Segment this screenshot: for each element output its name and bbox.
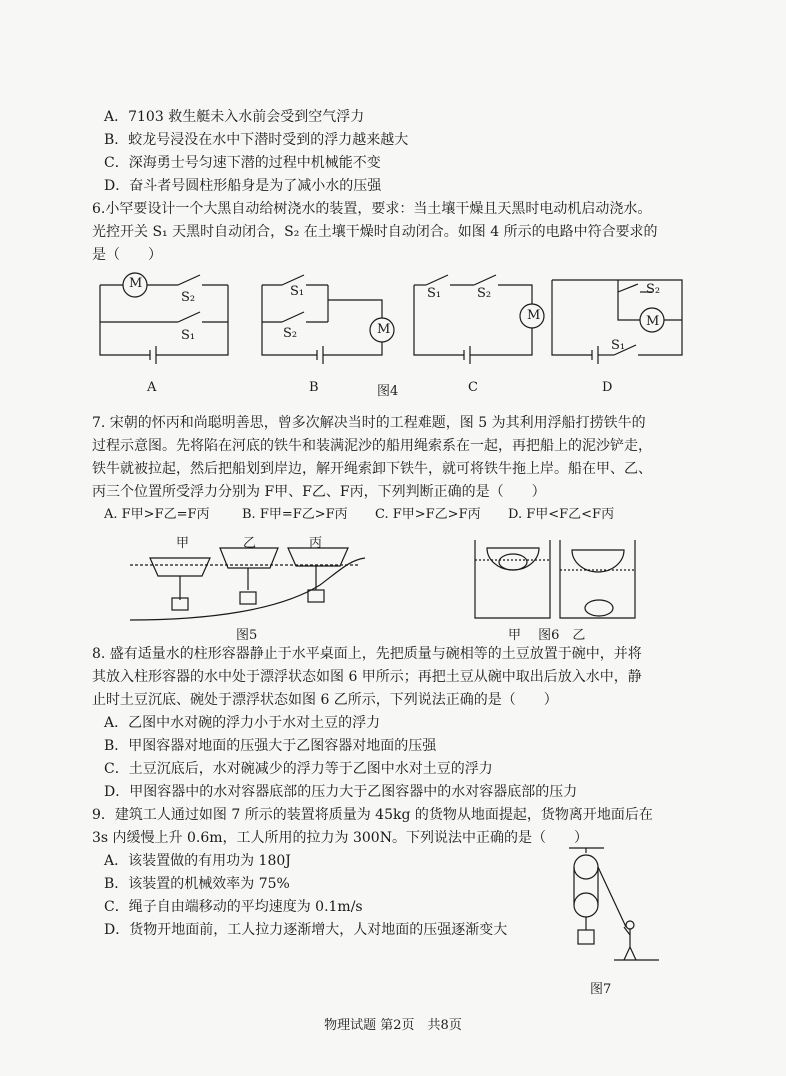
q7-text-line-1: 7. 宋朝的怀丙和尚聪明善思，曾多次解决当时的工程难题，图 5 为其利用浮船打捞铁牛的 bbox=[92, 415, 646, 431]
figure-5-caption: 图5 bbox=[236, 628, 258, 643]
circuit-b-s1-label: S₁ bbox=[290, 284, 305, 299]
q9-option-a: A．该装置做的有用功为 180J bbox=[104, 853, 291, 869]
figure-6-caption: 甲 图6 乙 bbox=[508, 628, 586, 643]
q7-option-b: B. F甲=F乙>F丙 bbox=[242, 507, 348, 522]
q9-option-c: C．绳子自由端移动的平均速度为 0.1m/s bbox=[104, 899, 363, 915]
circuit-a-s2-label: S₂ bbox=[181, 290, 196, 305]
q5-option-a: A．7103 救生艇未入水前会受到空气浮力 bbox=[104, 109, 365, 125]
circuit-d-motor-label: M bbox=[646, 314, 660, 329]
q6-text-line-1: 6.小罕要设计一个大黑自动给树浇水的装置，要求：当土壤干燥且天黑时电动机启动浇水。 bbox=[92, 201, 652, 217]
circuit-a-label: A bbox=[147, 380, 157, 395]
q8-option-a: A．乙图中水对碗的浮力小于水对土豆的浮力 bbox=[104, 715, 381, 731]
q6-text-line-2: 光控开关 S₁ 天黑时自动闭合，S₂ 在土壤干燥时自动闭合。如图 4 所示的电路中符合要求的 bbox=[92, 224, 658, 240]
q5-option-b: B．蛟龙号浸没在水中下潜时受到的浮力越来越大 bbox=[104, 132, 409, 148]
circuit-a-s1-label: S₁ bbox=[181, 328, 196, 343]
circuit-c-label: C bbox=[468, 380, 478, 395]
fig5-boat-jia-label: 甲 bbox=[176, 536, 190, 551]
circuit-a-motor-label: M bbox=[129, 276, 143, 291]
figure-7-diagram bbox=[564, 845, 664, 970]
q7-text-line-2: 过程示意图。先将陷在河底的铁牛和装满泥沙的船用绳索系在一起，再把船上的泥沙铲走， bbox=[92, 438, 652, 454]
circuit-d-label: D bbox=[602, 380, 613, 395]
fig5-boat-yi-label: 乙 bbox=[243, 536, 257, 551]
q7-option-d: D. F甲<F乙<F丙 bbox=[508, 507, 615, 522]
q5-option-d: D．奋斗者号圆柱形船身是为了减小水的压强 bbox=[104, 178, 382, 194]
q5-option-c: C．深海勇士号匀速下潜的过程中机械能不变 bbox=[104, 155, 381, 171]
circuit-b-s2-label: S₂ bbox=[283, 326, 298, 341]
page-footer: 物理试题 第2页 共8页 bbox=[324, 1018, 462, 1033]
q9-option-b: B．该装置的机械效率为 75% bbox=[104, 876, 290, 892]
circuit-d-diagram bbox=[552, 270, 687, 370]
circuit-b-diagram bbox=[262, 270, 402, 370]
q8-option-b: B．甲图容器对地面的压强大于乙图容器对地面的压强 bbox=[104, 738, 437, 754]
circuit-b-label: B bbox=[309, 380, 319, 395]
circuit-d-s1-label: S₁ bbox=[611, 338, 626, 353]
figure-7-caption: 图7 bbox=[590, 982, 612, 997]
q8-option-c: C．土豆沉底后，水对碗减少的浮力等于乙图中水对土豆的浮力 bbox=[104, 761, 493, 777]
q9-text-line-2: 3s 内缓慢上升 0.6m，工人所用的拉力为 300N。下列说法中正确的是（ ） bbox=[92, 830, 588, 846]
q9-text-line-1: 9．建筑工人通过如图 7 所示的装置将质量为 45kg 的货物从地面提起，货物离开地面后在 bbox=[92, 807, 653, 823]
circuit-a-diagram bbox=[100, 270, 230, 370]
circuit-c-s2-label: S₂ bbox=[477, 286, 492, 301]
circuit-d-s2-label: S₂ bbox=[646, 282, 661, 297]
q7-option-a: A. F甲>F乙=F丙 bbox=[104, 507, 210, 522]
q8-text-line-3: 止时土豆沉底、碗处于漂浮状态如图 6 乙所示，下列说法正确的是（ ） bbox=[92, 692, 558, 708]
q7-text-line-4: 丙三个位置所受浮力分别为 F甲、F乙、F丙，下列判断正确的是（ ） bbox=[92, 484, 546, 500]
q9-option-d: D．货物开地面前，工人拉力逐渐增大，人对地面的压强逐渐变大 bbox=[104, 922, 508, 938]
figure-4-caption: 图4 bbox=[377, 384, 399, 399]
q8-text-line-1: 8. 盛有适量水的柱形容器静止于水平桌面上，先把质量与碗相等的土豆放置于碗中，并将 bbox=[92, 646, 642, 662]
q8-text-line-2: 其放入柱形容器的水中处于漂浮状态如图 6 甲所示；再把土豆从碗中取出后放入水中，静 bbox=[92, 669, 642, 685]
q6-text-line-3: 是（ ） bbox=[92, 247, 162, 263]
circuit-c-motor-label: M bbox=[527, 308, 541, 323]
q7-option-c: C. F甲>F乙>F丙 bbox=[375, 507, 481, 522]
fig5-boat-bing-label: 丙 bbox=[309, 536, 323, 551]
circuit-c-s1-label: S₁ bbox=[427, 286, 442, 301]
q7-text-line-3: 铁牛就被拉起，然后把船划到岸边，解开绳索卸下铁牛，就可将铁牛拖上岸。船在甲、乙、 bbox=[92, 461, 652, 477]
circuit-b-motor-label: M bbox=[377, 322, 391, 337]
q8-option-d: D．甲图容器中的水对容器底部的压力大于乙图容器中的水对容器底部的压力 bbox=[104, 784, 578, 800]
figure-6-diagram bbox=[475, 540, 635, 622]
